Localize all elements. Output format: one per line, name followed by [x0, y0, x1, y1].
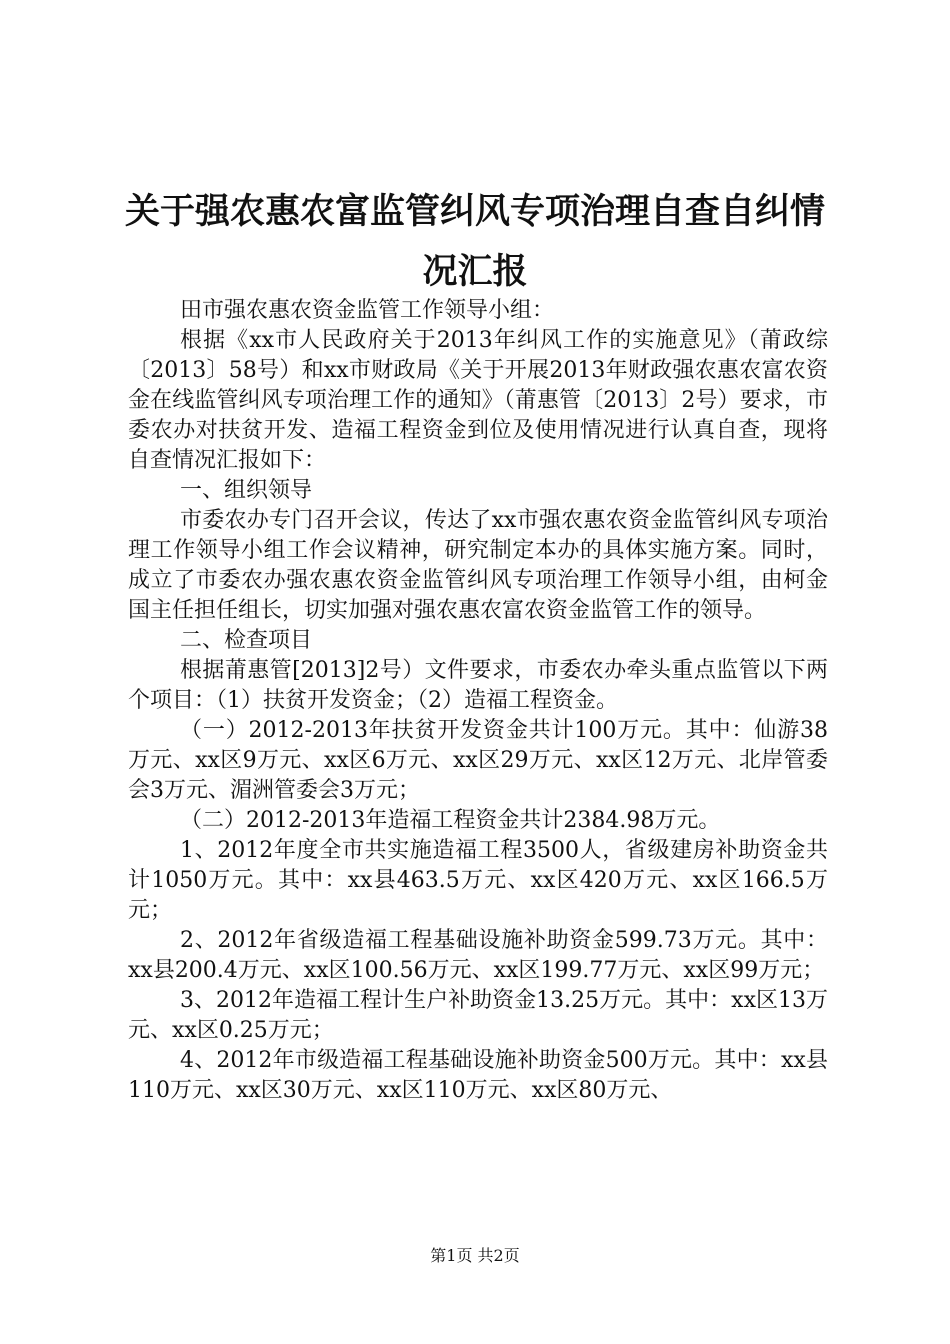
paragraph-poverty-fund: （一）2012-2013年扶贫开发资金共计100万元。其中：仙游38万元、xx区9万元、xx区6万元、xx区29万元、xx区12万元、北岸管委会3万元、湄洲管委会3万元； — [128, 718, 828, 803]
document-title — [120, 182, 830, 302]
page-footer: 第1页 共2页 — [430, 1246, 520, 1265]
title-line-1: 关于强农惠农富监管纠风专项治理自查自纠情 — [124, 192, 825, 232]
document-body — [128, 296, 828, 1106]
paragraph-organization: 市委农办专门召开会议，传达了xx市强农惠农资金监管纠风专项治理工作领导小组工作会议精神，研究制定本办的具体实施方案。同时，成立了市委农办强农惠农资金监管纠风专项治理工作领导小组，由柯金国主任担任组长，切实加强对强农惠农富农资金监管工作的领导。 — [128, 508, 828, 623]
paragraph-item-4: 4、2012年市级造福工程基础设施补助资金500万元。其中：xx县110万元、xx区30万元、xx区110万元、xx区80万元、 — [128, 1048, 828, 1103]
paragraph-item-1: 1、2012年度全市共实施造福工程3500人，省级建房补助资金共计1050万元。其中：xx县463.5万元、xx区420万元、xx区166.5万元； — [128, 838, 828, 923]
salutation: 田市强农惠农资金监管工作领导小组： — [180, 298, 555, 323]
paragraph-welfare-fund: （二）2012-2013年造福工程资金共计2384.98万元。 — [180, 808, 721, 833]
paragraph-intro: 根据《xx市人民政府关于2013年纠风工作的实施意见》（莆政综〔2013〕58号）和xx市财政局《关于开展2013年财政强农惠农富农资金在线监管纠风专项治理工作的通知》（莆惠管〔2013〕2号）要求，市委农办对扶贫开发、造福工程资金到位及使用情况进行认真自查，现将自查情况汇报如下： — [128, 328, 828, 473]
paragraph-item-3: 3、2012年造福工程计生户补助资金13.25万元。其中：xx区13万元、xx区0.25万元； — [128, 988, 828, 1043]
title-line-2: 况汇报 — [422, 252, 528, 292]
section-heading-inspection: 二、检查项目 — [180, 628, 313, 653]
section-heading-organization: 一、组织领导 — [180, 478, 313, 503]
paragraph-item-2: 2、2012年省级造福工程基础设施补助资金599.73万元。其中：xx县200.4万元、xx区100.56万元、xx区199.77万元、xx区99万元； — [128, 928, 828, 983]
paragraph-inspection: 根据莆惠管[2013]2号）文件要求，市委农办牵头重点监管以下两个项目：（1）扶贫开发资金；（2）造福工程资金。 — [128, 658, 828, 713]
